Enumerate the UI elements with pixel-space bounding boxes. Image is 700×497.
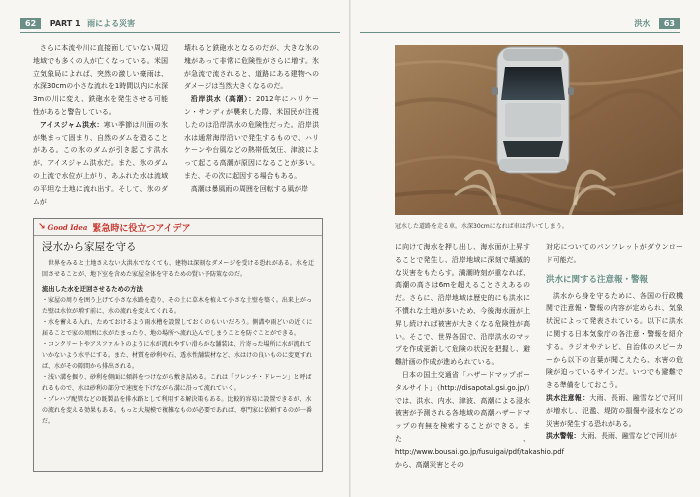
term-lead: 洪水注意報： bbox=[546, 393, 590, 402]
left-chapter-title: 雨による災害 bbox=[87, 19, 136, 28]
paragraph: 洪水から身を守るために、各国の行政機関で注意報・警報の内容が定められ、気象状況によって発表されている。以下に洪水に関する日本気象庁の各注意・警報を紹介する。ラジオやテレビ、自治体のスピーカーから以下の言葉が聞こえたら、水害の危険が迫っているサインだ。いつでも避難できる準備をしておこう。 bbox=[546, 291, 683, 390]
paragraph: 日本の国土交通省「ハザードマップポータルサイト」（http://disapotal.gsi.go.jp/）では、洪水、内水、津波、高潮による浸水被害が予測される各地域の高潮ハザードマップの有無を検索することができる。また、http://www.bousai.go.jp/fusuigai/pdf/takashio.pdf から、高潮災害とその bbox=[395, 370, 565, 469]
list-item: ・コンクリートやアスファルトのように水が流れやすい滑らかな舗装は、片寄った場所に水が流れていかないよう水平にする。また、材質を砂利や石、透水性舗装材など、水はけの良いものに変更すれば、水がその隙間から排出される。 bbox=[42, 341, 313, 370]
box-list bbox=[42, 295, 314, 427]
right-page-number: 63 bbox=[659, 18, 680, 29]
box-label: 緊急時に役立つアイデア bbox=[92, 223, 191, 234]
box-intro: 世界をみると土地さえない大洪水でなくても、建物は深刻なダメージを受ける恐れがある。水を迂回させることが、地下室を含めた家屋全体を守るための賢い予防策なのだ。 bbox=[42, 260, 314, 278]
right-header-rule bbox=[360, 32, 680, 33]
good-idea-badge: Good Idea bbox=[47, 222, 88, 232]
term-lead: 洪水警報： bbox=[546, 432, 581, 441]
list-item: ・水を蓄える入れ、ためておけるよう雨水槽を設置しておくのもいいだろう。側溝や雨どいの近くに届ることで家の周囲に水がたまったり、地の場所へ流れ込んでしまうことを防ぐことができる。 bbox=[42, 319, 313, 337]
photo-caption: 冠水した道路を走る車。水深30cmになれば車は浮いてしまう。 bbox=[395, 223, 568, 230]
box-title: 浸水から家屋を守る bbox=[42, 241, 137, 253]
list-item: ・浅い溝を掘り、砂利を側面に傾斜をつけながら敷き詰める。これは「フレンチ・ドレーン」と呼ばれるもので、水は砂利の部分で速度を下げながら溝に沿って流れていく。 bbox=[42, 374, 312, 392]
paragraph: 対応についてのパンフレットがダウンロード可能だ。 bbox=[546, 243, 683, 264]
left-header-rule bbox=[20, 32, 340, 33]
paragraph: に向けて海水を押し出し、海水面が上昇することで発生し、沿岸地域に深刻で壊滅的な災害をもたらす。満潮時刻が重なれば、高潮の高さは6mを超えることさえあるのだ。さらに、沿岸地域は歴史的にも洪水に不慣れな土地が多いため、今後海水面が上昇し続ければ被害が大きくなる危険性が高い。そこで、世界各国で、沿岸洪水のマップを作成更新して危険の状況を把握し、避難計画の作成が進められている。 bbox=[395, 243, 530, 367]
right-chapter-title: 洪水 bbox=[634, 19, 651, 28]
right-column-2 bbox=[546, 241, 683, 443]
paragraph: 洪水注意報：大雨、長雨、融雪などで河川が増水し、氾濫、堤防の損傷や浸水などの災害が発生する恐れがある。 bbox=[546, 393, 684, 428]
left-page-number: 62 bbox=[20, 18, 41, 29]
paragraph: アイスジャム洪水：寒い季節は川面の氷が集まって固まり、自然のダムを造ることがある。この氷のダムが引き起こす洪水が、アイスジャム洪水だ。また、氷のダムの上流で水位が上がり、あふれた水は流域の平坦な土地に流れ出す。そして、氷のダムが bbox=[33, 120, 169, 206]
paragraph: 洪水警報：大雨、長雨、融雪などで河川が bbox=[546, 432, 677, 441]
paragraph: さらに本流や川に直接面していない周辺地域でも多くの人が亡くなっている。米国立気象局によれば、突然の激しい豪雨は、水深30cmの小さな流れを1時間以内に水深3mの川に変え、鉄砲水を発生させる可能性があると警告している。 bbox=[33, 44, 168, 116]
good-idea-box bbox=[33, 218, 323, 472]
section-heading: 洪水に関する注意報・警報 bbox=[546, 274, 649, 285]
car-in-flood-illustration bbox=[395, 45, 683, 215]
box-header bbox=[34, 219, 322, 236]
paragraph: 高潮は暴風雨の周囲を回転する風が岸 bbox=[190, 184, 309, 193]
left-column-1 bbox=[33, 42, 168, 208]
flood-car-photo bbox=[395, 45, 683, 215]
list-item: ・家屋の周りを囲う上げて小さな水路を造り、その土に草木を植えて小さな土壁を築く。出来上がった壁は水位が増す前に、水の流れを変えてくれる。 bbox=[42, 297, 312, 315]
paragraph: 壊れると鉄砲水となるのだが、大きな氷の塊があって非常に危険性がさらに増す。氷が急流で流されると、道路にある建物へのダメージは当然大きくなるのだ。 bbox=[184, 44, 319, 91]
left-column-2 bbox=[184, 42, 319, 196]
left-header bbox=[20, 18, 135, 31]
page-gutter bbox=[349, 0, 351, 497]
paragraph: 沿岸洪水（高潮）：2012年にハリケーン・サンディが襲来した際、米国民が注視したのは沿岸洪水の危険性だった。沿岸洪水は通常海岸沿いで発生するもので、ハリケーンや台風などの熱帯低気圧、津波によって起こる高潮が原因になることが多い。また、その次に起因する場合もある。 bbox=[184, 95, 319, 180]
term-lead: アイスジャム洪水： bbox=[39, 120, 104, 129]
part-label: PART 1 bbox=[49, 19, 81, 28]
term-lead: 沿岸洪水（高潮）： bbox=[190, 95, 256, 104]
right-header bbox=[634, 18, 680, 31]
arrow-icon: ↘ bbox=[38, 222, 46, 232]
list-item: ・プレハブ配管などの既製品を排水路として利用する解決策もある。比較的容易に設置できるが、水の流れを変える効果もある。もっと大規模で複雑なものが必要であれば、専門家に依頼するのが一番だ。 bbox=[42, 396, 313, 425]
box-subtitle: 流出した水を迂回させるための方法 bbox=[42, 286, 143, 293]
